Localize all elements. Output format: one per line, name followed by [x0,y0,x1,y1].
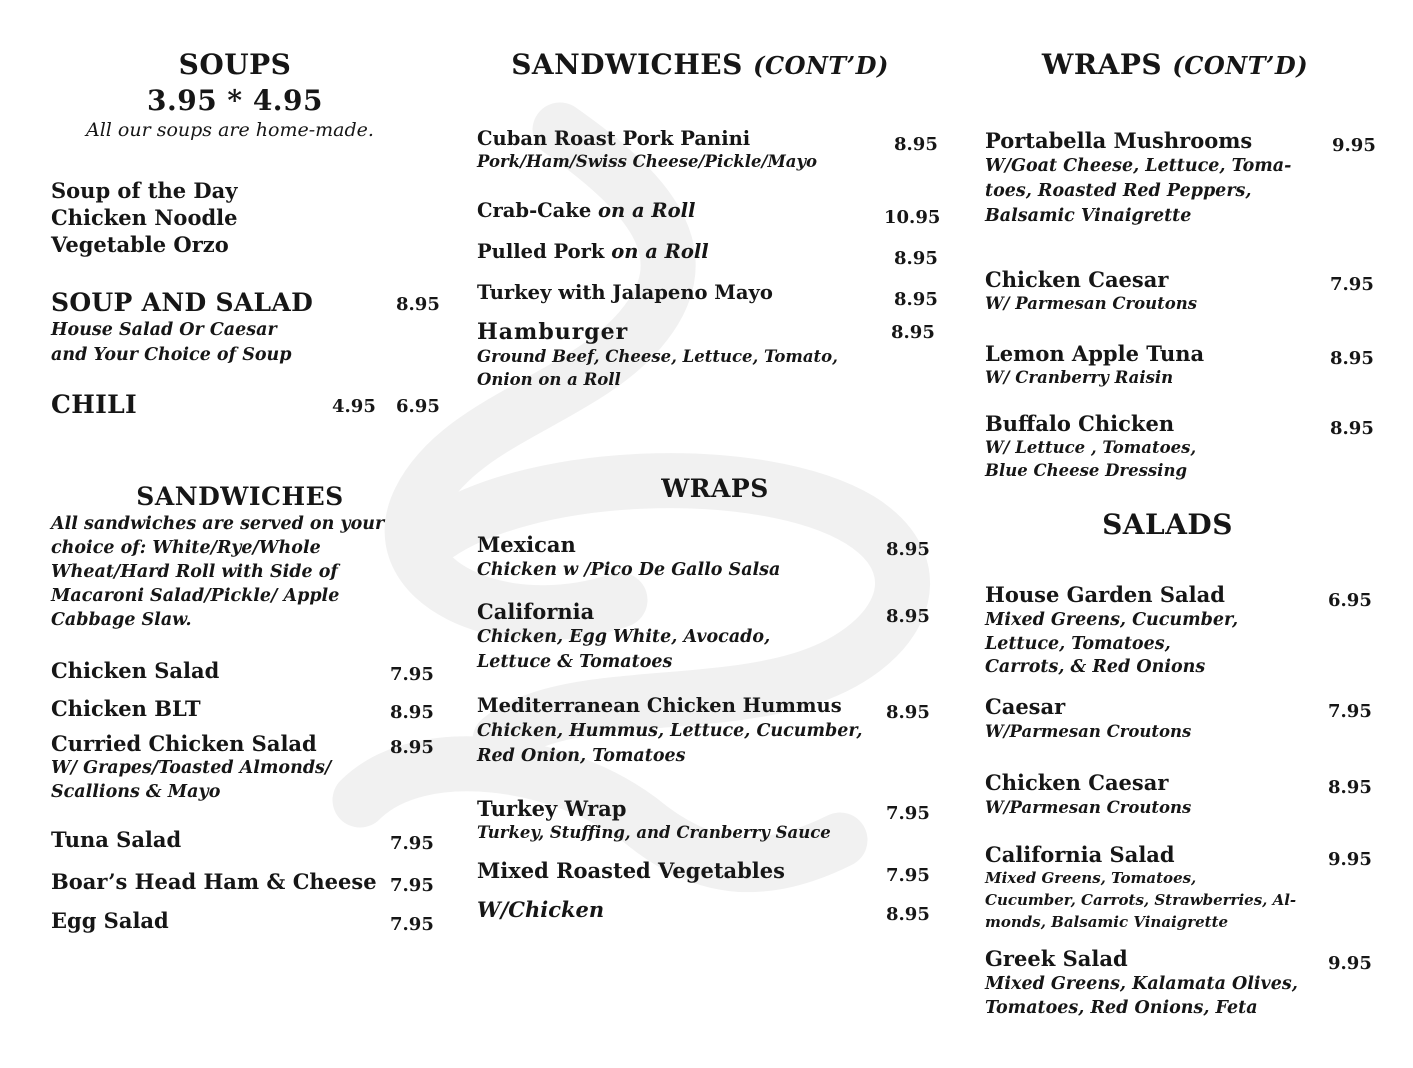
soup-salad-price: 8.95 [396,294,440,315]
wrap-name: Buffalo Chicken [985,411,1175,436]
sandwich-desc: Onion on a Roll [477,370,621,389]
sandwich-price: 7.95 [390,875,434,896]
salads-heading: SALADS [1102,508,1233,541]
wrap-desc: toes, Roasted Red Peppers, [985,181,1252,201]
chili-title: CHILI [51,390,137,419]
wrap-desc: Chicken w /Pico De Gallo Salsa [477,560,781,580]
salad-desc: Tomatoes, Red Onions, Feta [985,998,1258,1018]
soup-salad-desc: and Your Choice of Soup [51,345,292,365]
soup-salad-desc: House Salad Or Caesar [51,320,277,340]
salad-desc: Mixed Greens, Cucumber, [985,610,1239,630]
wrap-name: Mediterranean Chicken Hummus [477,694,842,717]
cont-label: (CONT’D) [1172,51,1309,80]
sandwich-name-suffix: on a Roll [611,240,709,263]
wrap-desc: Chicken, Egg White, Avocado, [477,627,771,647]
wrap-price: 8.95 [886,904,930,925]
sandwich-price: 8.95 [390,702,434,723]
sandwich-name-main: Crab-Cake [477,199,592,222]
sandwiches-note: All sandwiches are served on your choice of: White/Rye/Whole Wheat/Hard Roll with Side of Macaroni Salad/Pickle/ Apple Cabbage Slaw. [51,514,385,630]
wrap-price: 9.95 [1332,135,1376,156]
wrap-desc: W/ Parmesan Croutons [985,294,1198,313]
wrap-desc: Turkey, Stuffing, and Cranberry Sauce [477,823,831,842]
sandwich-name: Turkey with Jalapeno Mayo [477,281,773,304]
sandwich-name [477,199,695,222]
salad-price: 8.95 [1328,777,1372,798]
wrap-desc: W/ Lettuce , Tomatoes, [985,438,1197,457]
wrap-desc: W/ Cranberry Raisin [985,368,1174,387]
wrap-desc: Blue Cheese Dressing [985,461,1187,480]
salad-desc: Lettuce, Tomatoes, [985,634,1171,654]
sandwich-price: 7.95 [390,664,434,685]
wrap-price: 7.95 [886,803,930,824]
sandwiches-cont-title: SANDWICHES [511,48,743,81]
salad-desc: Carrots, & Red Onions [985,657,1206,677]
wrap-desc: Chicken, Hummus, Lettuce, Cucumber, [477,721,863,741]
wrap-name: Chicken Caesar [985,267,1169,292]
wrap-price: 8.95 [1330,348,1374,369]
salad-desc: Mixed Greens, Kalamata Olives, [985,974,1298,994]
sandwich-name: Chicken BLT [51,696,201,721]
sandwich-name: Boar’s Head Ham & Cheese [51,869,377,894]
sandwich-desc: Scallions & Mayo [51,782,221,802]
soup-item: Vegetable Orzo [51,232,229,257]
salad-name: Chicken Caesar [985,770,1169,795]
salad-price: 9.95 [1328,849,1372,870]
wraps-heading: WRAPS [661,474,769,503]
sandwich-price: 10.95 [884,207,941,228]
wrap-desc: Red Onion, Tomatoes [477,746,686,766]
wrap-price: 8.95 [886,702,930,723]
sandwiches-heading: SANDWICHES [136,482,344,511]
salad-price: 7.95 [1328,701,1372,722]
salad-desc: W/Parmesan Croutons [985,722,1192,741]
sandwich-name: Curried Chicken Salad [51,731,317,756]
salad-price: 9.95 [1328,953,1372,974]
wrap-price: 8.95 [886,606,930,627]
salad-desc: monds, Balsamic Vinaigrette [985,913,1229,931]
wrap-name: Turkey Wrap [477,796,627,821]
salad-name: House Garden Salad [985,582,1225,607]
wraps-cont-title: WRAPS [1041,48,1163,81]
sandwich-desc: W/ Grapes/Toasted Almonds/ [51,758,332,778]
wrap-desc: Balsamic Vinaigrette [985,206,1192,226]
salad-desc: Cucumber, Carrots, Strawberries, Al- [985,891,1297,909]
wrap-price: 8.95 [886,539,930,560]
soup-item: Chicken Noodle [51,205,238,230]
soup-salad-title: SOUP AND SALAD [51,288,314,317]
salad-name: Caesar [985,694,1066,719]
soups-prices: 3.95 * 4.95 [146,84,324,117]
wraps-cont-heading [1025,48,1325,81]
sandwich-desc: Ground Beef, Cheese, Lettuce, Tomato, [477,347,838,366]
sandwich-price: 8.95 [894,134,938,155]
cont-label: (CONT’D) [753,51,889,80]
sandwich-name-main: Pulled Pork [477,240,605,263]
wrap-price: 7.95 [1330,274,1374,295]
sandwich-name: Egg Salad [51,908,169,933]
wrap-name: Portabella Mushrooms [985,128,1253,153]
wrap-name: Lemon Apple Tuna [985,341,1205,366]
soups-heading: SOUPS [178,48,292,81]
sandwich-name-suffix: on a Roll [598,199,696,222]
salad-price: 6.95 [1328,590,1372,611]
sandwich-price: 8.95 [390,737,434,758]
salad-desc: Mixed Greens, Tomatoes, [985,869,1197,887]
sandwich-name: Chicken Salad [51,658,220,683]
wrap-name: W/Chicken [477,897,605,922]
chili-price-bowl: 6.95 [396,396,440,417]
salad-name: Greek Salad [985,946,1128,971]
wrap-desc: Lettuce & Tomatoes [477,652,673,672]
soup-item: Soup of the Day [51,178,238,203]
sandwich-name: Cuban Roast Pork Panini [477,127,751,150]
sandwiches-cont-heading [500,48,900,81]
soups-note: All our soups are home-made. [86,119,374,141]
wrap-price: 8.95 [1330,418,1374,439]
sandwich-name [477,240,709,263]
sandwich-desc: Pork/Ham/Swiss Cheese/Pickle/Mayo [477,152,818,171]
sandwich-price: 7.95 [390,833,434,854]
wrap-desc: W/Goat Cheese, Lettuce, Toma- [985,156,1292,176]
sandwich-price: 7.95 [390,914,434,935]
wrap-name: Mexican [477,532,576,557]
sandwich-price: 8.95 [891,322,935,343]
wrap-name: Mixed Roasted Vegetables [477,858,785,883]
wrap-name: California [477,599,595,624]
sandwich-name: Tuna Salad [51,827,182,852]
wrap-price: 7.95 [886,865,930,886]
chili-price-cup: 4.95 [332,396,376,417]
salad-name: California Salad [985,842,1175,867]
salad-desc: W/Parmesan Croutons [985,798,1192,817]
sandwich-price: 8.95 [894,289,938,310]
sandwich-name: Hamburger [477,319,629,345]
sandwich-price: 8.95 [894,248,938,269]
